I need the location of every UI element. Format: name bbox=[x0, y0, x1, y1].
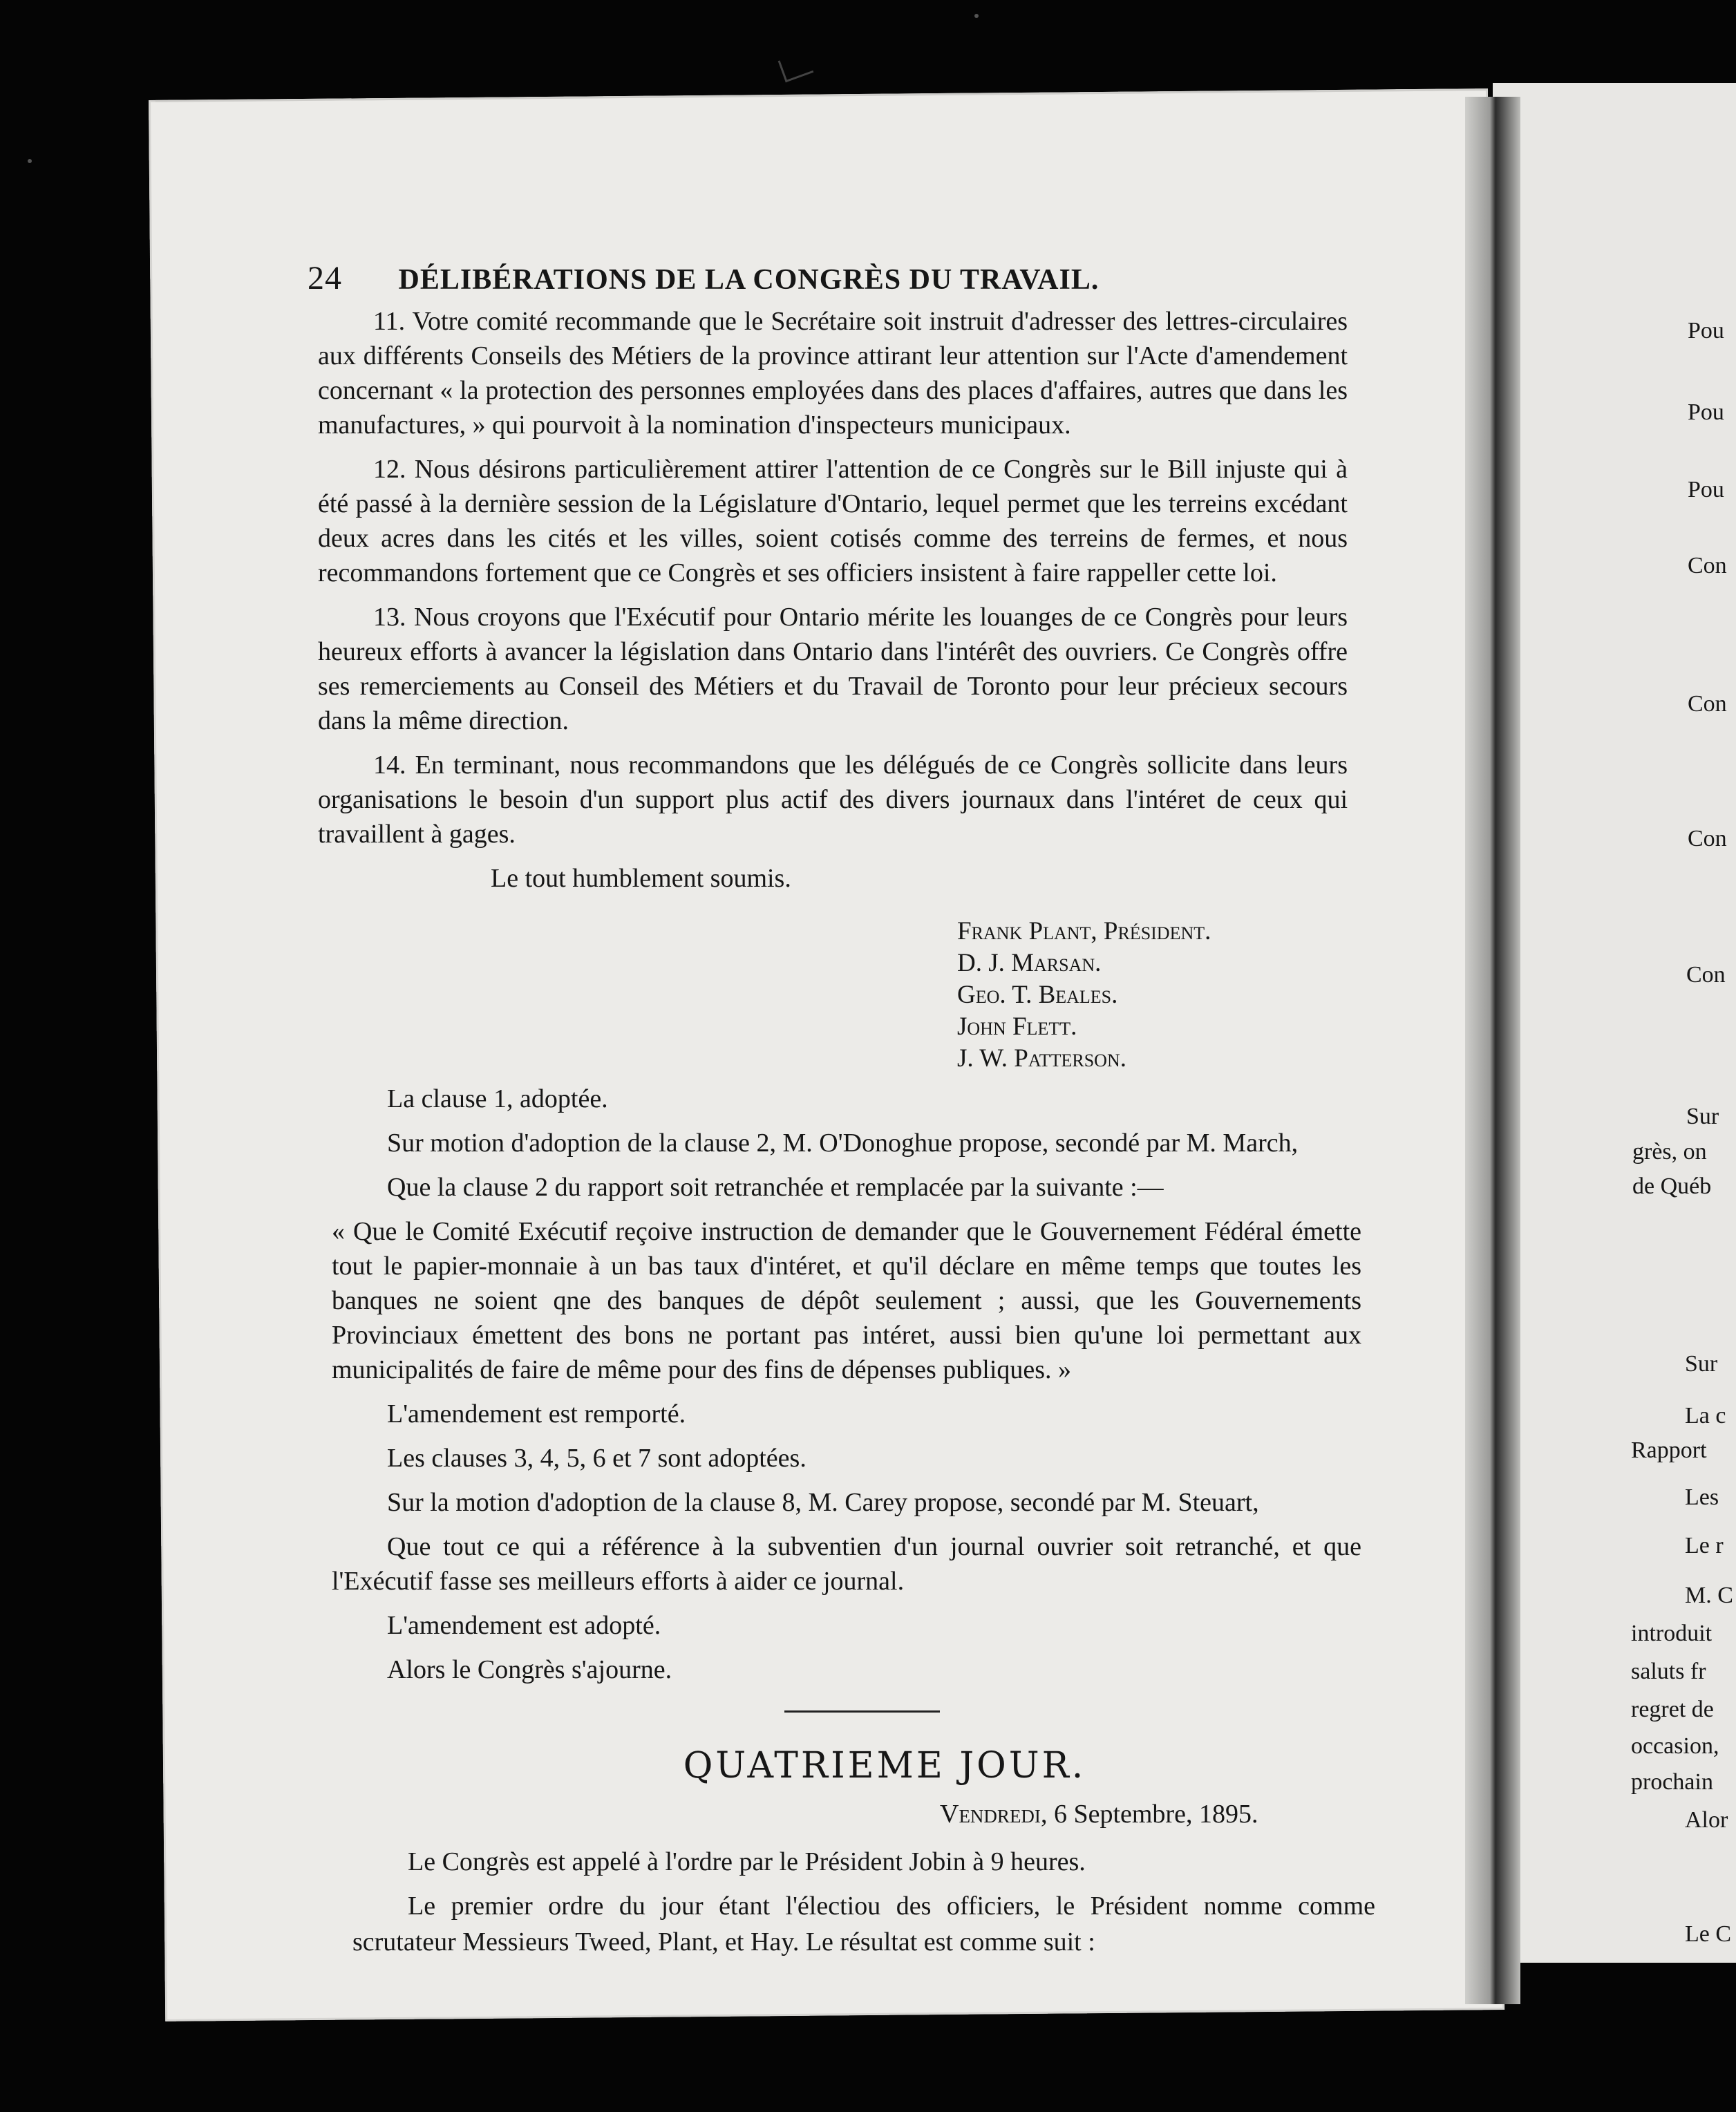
fragment: Pou bbox=[1688, 477, 1724, 502]
fragment: grès, on bbox=[1632, 1139, 1707, 1165]
fragment: Con bbox=[1688, 826, 1727, 851]
paragraph: 12. Nous désirons particulièrement attirer l'attention de ce Congrès sur le Bill injuste qui à été passé à la dernière session de la Législature d'Ontario, lequel permet que les terreins excédant deux acres dans les cités et les villes, soient cotisés comme des terreins de fermes, et nous recommandons fortement que ce Congrès et ses officiers insistent à faire rappeller cette loi. bbox=[318, 455, 1348, 587]
fragment: Sur bbox=[1686, 1104, 1719, 1129]
committee-report-section bbox=[318, 304, 1348, 905]
fragment: prochain bbox=[1631, 1769, 1713, 1795]
margin-mark bbox=[778, 51, 814, 83]
fragment: regret de bbox=[1631, 1697, 1714, 1722]
paragraph: Sur la motion d'adoption de la clause 8, M. Carey propose, secondé par M. Steuart, bbox=[387, 1488, 1259, 1517]
signature: D. J. Marsan. bbox=[957, 949, 1102, 977]
book-gutter bbox=[1465, 97, 1520, 2004]
section-title: QUATRIEME JOUR. bbox=[683, 1745, 1086, 1786]
signature-block bbox=[957, 916, 1211, 1075]
closing-line: Le tout humblement soumis. bbox=[491, 864, 791, 893]
paragraph: 14. En terminant, nous recommandons que les délégués de ce Congrès sollicite dans leurs organisations le besoin d'un support plus actif des divers journaux dans l'intéret de ceux qui travaillent à gages. bbox=[318, 751, 1348, 849]
signature: John Flett. bbox=[957, 1012, 1077, 1041]
fragment: Les bbox=[1685, 1484, 1719, 1510]
section-divider bbox=[784, 1710, 940, 1713]
quoted-amendment: « Que le Comité Exécutif reçoive instruction de demander que le Gouvernement Fédéral émette tout le papier-monnaie à un bas taux d'intéret, et qu'il déclare en même temps que toutes les banques ne soient qne des banques de dépôt seulement ; aussi, que les Gouvernements Provinciaux émettent des bons ne portant pas intéret, aussi bien qu'une loi permettant aux municipalités de faire de même pour des fins de dépenses publiques. » bbox=[332, 1217, 1361, 1384]
fragment: Pou bbox=[1688, 318, 1724, 343]
paragraph: 11. Votre comité recommande que le Secrétaire soit instruit d'adresser des lettres-circulaires aux différents Conseils des Métiers de la province attirant leur attention sur l'Acte d'amendement concernant « la protection des personnes employées dans des places d'affaires, autres que dans les manufactures, » qui pourvoit à la nomination d'inspecteurs municipaux. bbox=[318, 307, 1348, 440]
paragraph: Que tout ce qui a référence à la subventien d'un journal ouvrier soit retranché, et que l'Exécutif fasse ses meilleurs efforts à aider ce journal. bbox=[332, 1532, 1361, 1596]
paragraph: Sur motion d'adoption de la clause 2, M. O'Donoghue propose, secondé par M. March, bbox=[387, 1129, 1299, 1158]
paragraph: La clause 1, adoptée. bbox=[387, 1084, 608, 1113]
paragraph: L'amendement est adopté. bbox=[387, 1611, 661, 1640]
dateline-date: , 6 Septembre, 1895. bbox=[1040, 1800, 1258, 1829]
speck bbox=[974, 14, 979, 18]
fragment: introduit bbox=[1631, 1621, 1713, 1646]
paragraph: 13. Nous croyons que l'Exécutif pour Ontario mérite les louanges de ce Congrès pour leurs heureux efforts à avancer la législation dans Ontario dans l'intérêt des ouvriers. Ce Congrès offre ses remerciements au Conseil des Métiers et du Travail de Toronto pour leur précieux secours dans la même direction. bbox=[318, 603, 1348, 735]
fragment: Con bbox=[1688, 553, 1727, 578]
fragment: Le r bbox=[1685, 1533, 1724, 1558]
dateline-weekday: Vendredi bbox=[940, 1800, 1041, 1829]
paragraph: L'amendement est remporté. bbox=[387, 1399, 686, 1429]
fragment: Con bbox=[1686, 962, 1726, 988]
fragment: Rapport bbox=[1631, 1437, 1707, 1463]
page-edge bbox=[155, 88, 1488, 144]
fourth-day-text bbox=[352, 1844, 1375, 1968]
dateline bbox=[940, 1799, 1258, 1829]
paragraph: Le Congrès est appelé à l'ordre par le Président Jobin à 9 heures. bbox=[408, 1847, 1086, 1876]
fragment: saluts fr bbox=[1631, 1659, 1706, 1684]
fragment: Pou bbox=[1688, 399, 1724, 425]
fragment: Sur bbox=[1685, 1351, 1718, 1377]
signature: Geo. T. Beales. bbox=[957, 981, 1118, 1009]
fragment: La c bbox=[1685, 1403, 1726, 1429]
running-title: DÉLIBÉRATIONS DE LA CONGRÈS DU TRAVAIL. bbox=[398, 264, 1100, 296]
running-header bbox=[308, 259, 1206, 297]
fragment: Le C bbox=[1685, 1921, 1732, 1947]
paragraph: Le premier ordre du jour étant l'électiou des officiers, le Président nomme comme scrutateur Messieurs Tweed, Plant, et Hay. Le résultat est comme suit : bbox=[352, 1892, 1375, 1957]
fragment: M. C bbox=[1685, 1583, 1733, 1608]
paragraph: Que la clause 2 du rapport soit retranchée et remplacée par la suivante :— bbox=[387, 1173, 1164, 1202]
signature: J. W. Patterson. bbox=[957, 1044, 1126, 1073]
fragment: occasion, bbox=[1631, 1733, 1719, 1759]
paragraph: Les clauses 3, 4, 5, 6 et 7 sont adoptées. bbox=[387, 1444, 806, 1473]
page-number: 24 bbox=[308, 260, 342, 296]
paragraph: Alors le Congrès s'ajourne. bbox=[387, 1655, 672, 1684]
fragment: de Québ bbox=[1632, 1173, 1712, 1199]
signature: Frank Plant, Président. bbox=[957, 917, 1211, 945]
fragment: Con bbox=[1688, 691, 1727, 717]
clause-deliberations bbox=[332, 1082, 1361, 1697]
fragment: Alor bbox=[1685, 1807, 1728, 1833]
speck bbox=[28, 159, 32, 163]
